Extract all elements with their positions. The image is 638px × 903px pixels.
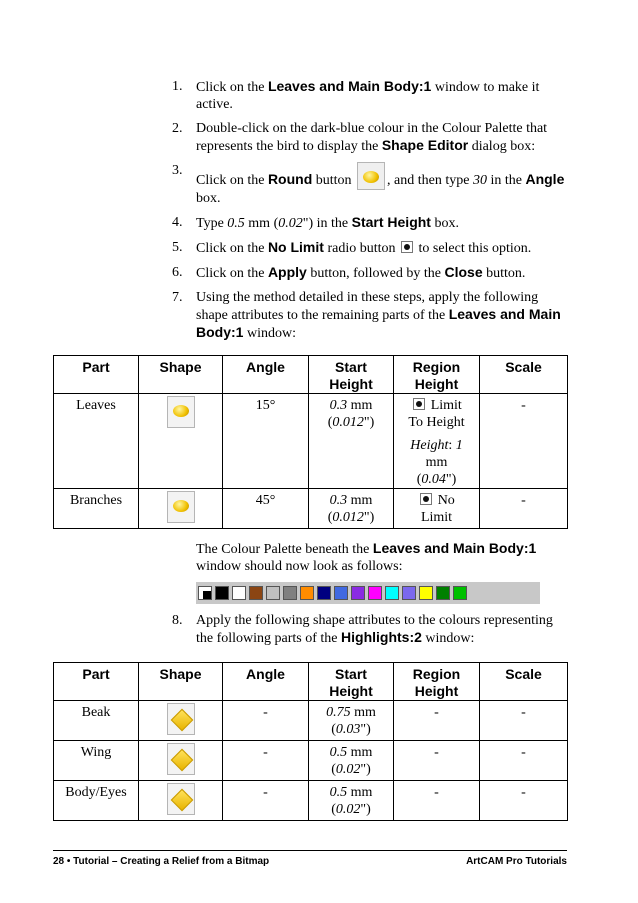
part-cell: Branches: [54, 489, 139, 529]
palette-swatch[interactable]: [436, 586, 450, 600]
round-shape-icon: [363, 171, 379, 183]
step-8: [172, 612, 572, 654]
table-row: [54, 489, 568, 529]
angle-cell: -: [223, 781, 309, 821]
step-text: box.: [430, 216, 459, 231]
region-text: No: [434, 493, 455, 508]
scale-cell: -: [480, 781, 568, 821]
angle-cell: 45°: [223, 489, 309, 529]
paren: (: [331, 722, 336, 737]
diamond-button[interactable]: [167, 703, 195, 735]
step-text: window:: [421, 631, 475, 646]
footer-divider: [53, 850, 567, 851]
part-cell: Body/Eyes: [54, 781, 139, 821]
step-text: window:: [243, 326, 296, 341]
step-text: radio button: [323, 241, 399, 256]
step-number: 6.: [172, 265, 183, 280]
region-text: To Height: [408, 415, 465, 430]
round-shape-icon: [173, 500, 189, 512]
unit: mm: [350, 705, 376, 720]
step-number: 5.: [172, 240, 183, 255]
diamond-shape-icon: [170, 749, 193, 772]
palette-swatch[interactable]: [334, 586, 348, 600]
column-header: Scale: [480, 356, 568, 394]
start-inch: 0.03: [335, 722, 361, 737]
region-height-cell: [394, 489, 480, 529]
paren: (: [327, 510, 333, 525]
palette-swatch[interactable]: [419, 586, 433, 600]
shape-cell: [139, 781, 223, 821]
step-item: [172, 120, 572, 155]
height-value: 1: [455, 438, 463, 453]
step-text: button.: [482, 266, 526, 281]
step-item: [172, 289, 572, 342]
step-text: 0.5: [227, 216, 245, 231]
start-inch: 0.012: [332, 415, 364, 430]
diamond-shape-icon: [170, 789, 193, 812]
start-height-cell: [309, 781, 394, 821]
step-text: Click on the: [196, 173, 268, 188]
region-height-detail: [397, 437, 476, 488]
palette-swatch[interactable]: [402, 586, 416, 600]
region-height-cell: -: [394, 701, 480, 741]
start-value: 0.3: [329, 398, 348, 413]
palette-swatch[interactable]: [232, 586, 246, 600]
steps-list: [172, 78, 572, 349]
region-height-cell: [394, 394, 480, 489]
start-value: 0.3: [329, 493, 348, 508]
angle-cell: 15°: [223, 394, 309, 489]
paren: "): [360, 762, 371, 777]
colon: :: [448, 438, 456, 453]
round-button[interactable]: [167, 396, 195, 428]
step-number: 2.: [172, 121, 183, 136]
step-text: box.: [196, 191, 221, 206]
start-value: 0.5: [329, 745, 348, 760]
region-height-cell: -: [394, 741, 480, 781]
unit: mm: [425, 455, 448, 470]
palette-picker-icon[interactable]: [198, 586, 212, 600]
paren: "): [445, 472, 457, 487]
step-text: Double-click on the dark-blue colour in the Colour Palette that represents the bird to display the: [196, 121, 548, 154]
unit: mm: [347, 493, 373, 508]
height-label: Height: [410, 438, 449, 453]
scale-cell: -: [480, 394, 568, 489]
column-header: Start Height: [309, 356, 394, 394]
step-text: button: [312, 173, 356, 188]
paren: (: [327, 415, 333, 430]
step-text: to select this option.: [414, 241, 532, 256]
ui-term: Leaves and Main Body:1: [267, 78, 432, 94]
step-item: [172, 264, 572, 282]
palette-swatch[interactable]: [351, 586, 365, 600]
ui-term: Close: [444, 264, 483, 280]
column-header: Angle: [223, 356, 309, 394]
unit: mm: [347, 785, 373, 800]
diamond-shape-icon: [170, 709, 193, 732]
height-inch: 0.04: [421, 472, 446, 487]
window-name: Leaves and Main Body:1: [372, 540, 537, 556]
ui-term: Shape Editor: [381, 137, 469, 153]
column-header: Shape: [139, 663, 223, 701]
step-number: 1.: [172, 79, 183, 94]
palette-swatch[interactable]: [300, 586, 314, 600]
round-shape-icon: [173, 405, 189, 417]
step-text: Click on the: [196, 241, 268, 256]
ui-term: Apply: [267, 264, 307, 280]
ui-term: Round: [267, 171, 313, 187]
step-number: 3.: [172, 163, 183, 178]
palette-swatch[interactable]: [249, 586, 263, 600]
palette-swatch[interactable]: [368, 586, 382, 600]
step-text: ") in the: [302, 216, 352, 231]
diamond-button[interactable]: [167, 783, 195, 815]
column-header: Shape: [139, 356, 223, 394]
palette-swatch[interactable]: [266, 586, 280, 600]
step-text: in the: [486, 173, 526, 188]
column-header: Part: [54, 356, 139, 394]
paren: "): [360, 722, 371, 737]
palette-swatch[interactable]: [317, 586, 331, 600]
start-inch: 0.02: [335, 762, 361, 777]
step-item: [172, 612, 572, 647]
palette-swatch[interactable]: [215, 586, 229, 600]
shape-cell: [139, 394, 223, 489]
palette-swatch[interactable]: [385, 586, 399, 600]
paren: (: [331, 802, 336, 817]
diamond-button[interactable]: [167, 743, 195, 775]
ui-term: No Limit: [267, 239, 324, 255]
radio-selected-icon: [413, 398, 425, 410]
start-value: 0.75: [326, 705, 351, 720]
start-height-cell: [309, 701, 394, 741]
angle-cell: -: [223, 701, 309, 741]
step-text: Apply the following shape attributes to the colours representing the following parts of the: [196, 613, 553, 646]
start-inch: 0.012: [332, 510, 364, 525]
part-cell: Beak: [54, 701, 139, 741]
step-text: 0.02: [278, 216, 303, 231]
scale-cell: -: [480, 741, 568, 781]
step-text: 30: [472, 173, 487, 188]
step-item: [172, 239, 572, 257]
ui-term: Leaves and Main Body:1: [196, 306, 561, 340]
step-number: 4.: [172, 215, 183, 230]
column-header: Start Height: [309, 663, 394, 701]
region-text: Limit: [427, 398, 462, 413]
table-row: [54, 741, 568, 781]
table-header-row: [54, 663, 568, 701]
shape-cell: [139, 489, 223, 529]
footer-right: ArtCAM Pro Tutorials: [466, 856, 567, 867]
table-row: [54, 701, 568, 741]
start-height-cell: [309, 394, 394, 489]
step-text: window to make it active.: [196, 80, 540, 112]
step-number: 7.: [172, 290, 183, 305]
paren: (: [331, 762, 336, 777]
shape-cell: [139, 741, 223, 781]
paren: "): [363, 510, 375, 525]
radio-selected-icon: [420, 493, 432, 505]
unit: mm: [347, 398, 373, 413]
step-item: [172, 78, 572, 113]
step-text: Click on the: [196, 266, 268, 281]
paren: (: [416, 472, 422, 487]
ui-term: Highlights:2: [341, 629, 422, 645]
column-header: Angle: [223, 663, 309, 701]
radio-selected-icon: [401, 241, 413, 253]
ui-term: Start Height: [351, 214, 431, 230]
start-height-cell: [309, 489, 394, 529]
shape-attributes-table-2: [53, 662, 568, 821]
ui-term: Angle: [525, 171, 565, 187]
shape-cell: [139, 701, 223, 741]
step-text: dialog box:: [468, 139, 536, 154]
scale-cell: -: [480, 701, 568, 741]
palette-note: The Colour Palette beneath the Leaves and Main Body:1 window should now look as follows:: [196, 540, 537, 574]
column-header: Region Height: [394, 663, 480, 701]
start-height-cell: [309, 741, 394, 781]
palette-swatch[interactable]: [283, 586, 297, 600]
column-header: Scale: [480, 663, 568, 701]
table-row: [54, 394, 568, 489]
table-header-row: [54, 356, 568, 394]
step-text: mm (: [244, 216, 279, 231]
step-number: 8.: [172, 613, 183, 628]
start-value: 0.5: [329, 785, 348, 800]
region-height-cell: -: [394, 781, 480, 821]
colour-palette: [196, 582, 540, 604]
column-header: Part: [54, 663, 139, 701]
step-text: button, followed by the: [306, 266, 445, 281]
scale-cell: -: [480, 489, 568, 529]
unit: mm: [347, 745, 373, 760]
column-header: Region Height: [394, 356, 480, 394]
palette-swatch[interactable]: [453, 586, 467, 600]
region-text: Limit: [420, 510, 453, 525]
step-text: Type: [196, 216, 228, 231]
step-item: [172, 162, 572, 207]
step-item: [172, 214, 572, 232]
round-button-icon[interactable]: [357, 162, 385, 190]
table-row: [54, 781, 568, 821]
paren: "): [363, 415, 375, 430]
step-text: , and then type: [387, 173, 473, 188]
step-text: Click on the: [196, 80, 268, 95]
start-inch: 0.02: [335, 802, 361, 817]
angle-cell: -: [223, 741, 309, 781]
round-button[interactable]: [167, 491, 195, 523]
shape-attributes-table-1: [53, 355, 568, 529]
footer-left: 28 • Tutorial – Creating a Relief from a Bitmap: [53, 856, 270, 867]
paren: "): [360, 802, 371, 817]
step-text: Using the method detailed in these steps, apply the following shape attributes to the remaining parts of the: [196, 290, 539, 323]
part-cell: Leaves: [54, 394, 139, 489]
part-cell: Wing: [54, 741, 139, 781]
